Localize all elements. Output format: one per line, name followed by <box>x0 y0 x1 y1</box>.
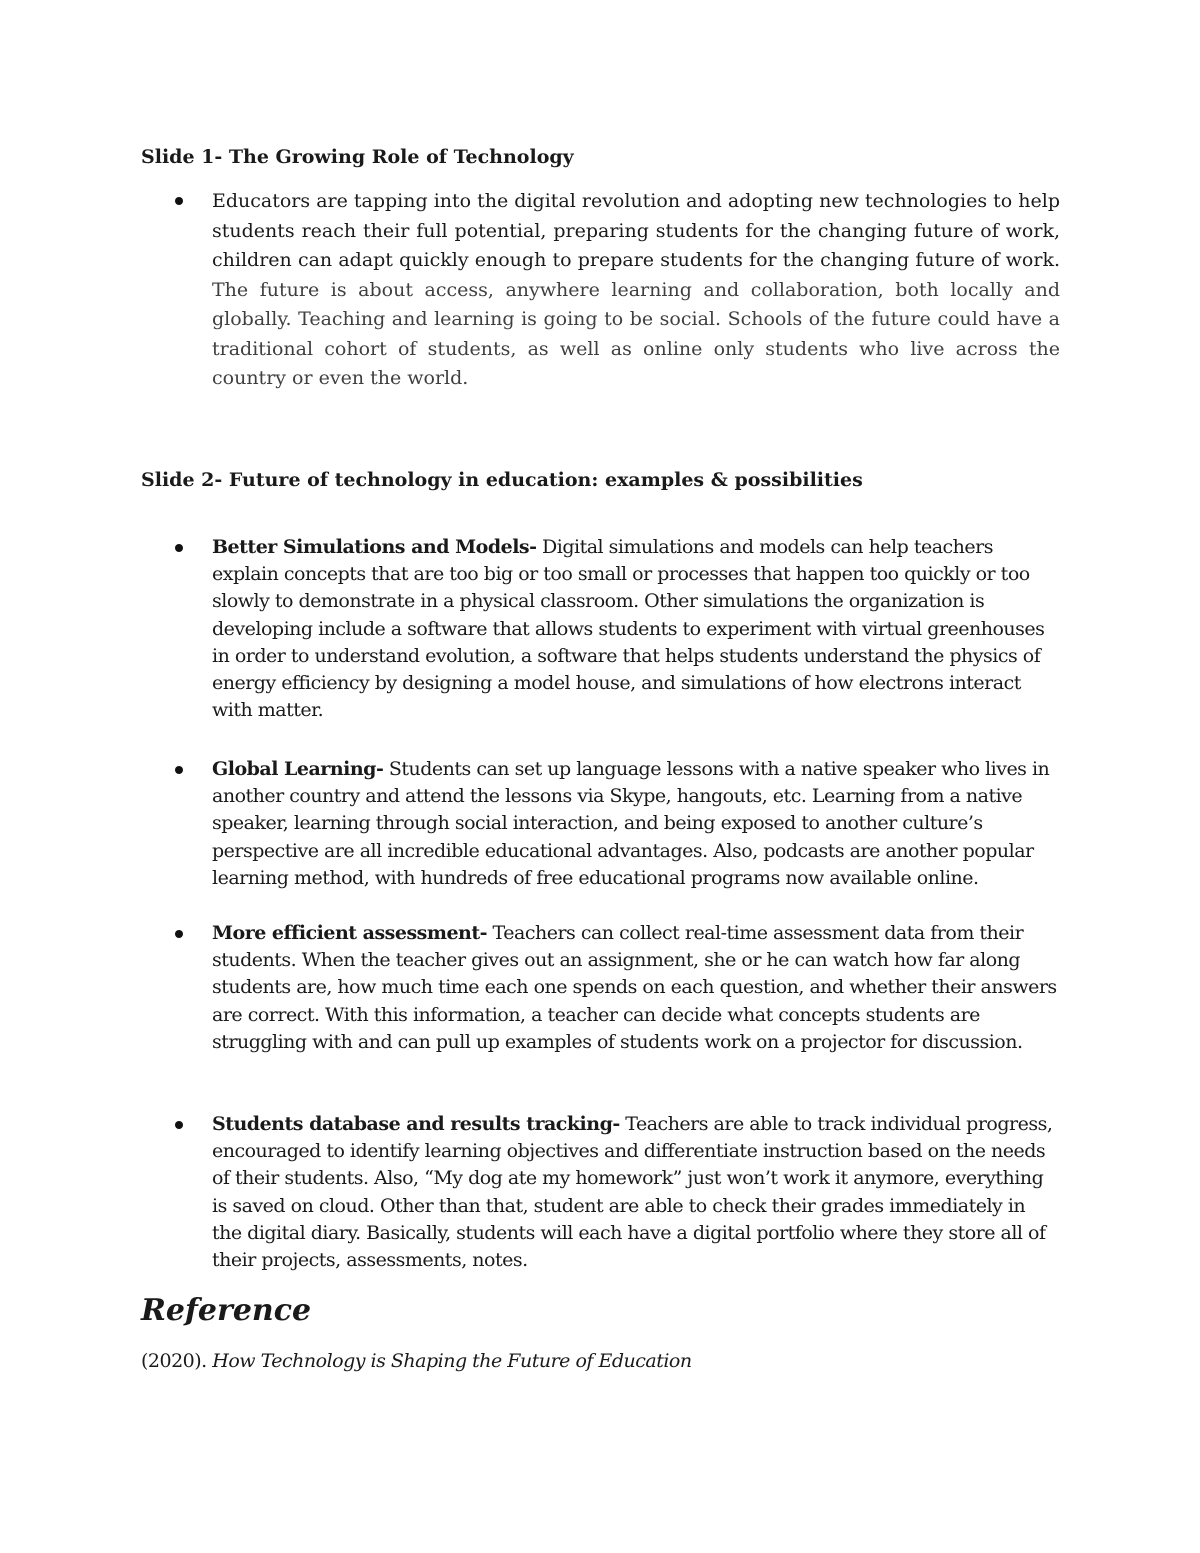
bullet-icon <box>175 1121 183 1129</box>
slide2-heading-title: Future of technology in education: examples & possibilities <box>228 469 863 491</box>
reference-year: (2020). <box>141 1350 213 1372</box>
bullet-text: Teachers are able to track individual progress, encouraged to identify learning objectives and differentiate instruction based on the needs of their students. Also, “My dog ate my homework” just won’t work it anymore, everything is saved on cloud. Other than that, student are able to check their grades immediately in the digital diary. Basically, students will each have a digital portfolio where they store all of their projects, assessments, notes. <box>212 1113 1053 1272</box>
bullet-text: Teachers can collect real-time assessment data from their students. When the teacher gives out an assignment, she or he can watch how far along students are, how much time each one spends on each question, and whether their answers are correct. With this information, a teacher can decide what concepts students are struggling with and can pull up examples of students work on a projector for discussion. <box>212 922 1057 1053</box>
bullet-icon <box>175 544 183 552</box>
bullet-text: Students can set up language lessons with a native speaker who lives in another country and attend the lessons via Skype, hangouts, etc. Learning from a native speaker, learning through social interaction, and being exposed to another culture’s perspective are all incredible educational advantages. Also, podcasts are another popular learning method, with hundreds of free educational programs now available online. <box>212 758 1050 889</box>
bullet-icon <box>175 197 183 205</box>
slide2-bullet-assessment <box>212 920 1060 1056</box>
bullet-lead: More efficient assessment- <box>212 922 488 944</box>
bullet-icon <box>175 766 183 774</box>
slide1-bullet-secondary-text: The future is about access, anywhere learning and collaboration, both locally and globally. Teaching and learning is going to be social. Schools of the future could have a traditional cohort of students, as well as online only students who live across the country or even the world. <box>212 278 1060 389</box>
reference-entry <box>141 1347 692 1375</box>
slide2-heading-prefix: Slide 2- <box>141 469 229 491</box>
slide2-bullet-global-learning <box>212 756 1060 892</box>
slide2-heading <box>141 467 863 493</box>
slide1-bullet <box>212 187 1060 394</box>
slide1-heading: Slide 1- The Growing Role of Technology <box>141 146 574 168</box>
bullet-lead: Global Learning- <box>212 758 384 780</box>
bullet-lead: Better Simulations and Models- <box>212 536 537 558</box>
bullet-text: Digital simulations and models can help teachers explain concepts that are too big or too small or processes that happen too quickly or too slowly to demonstrate in a physical classroom. Other simulations the organization is developing include a software that allows students to experiment with virtual greenhouses in order to understand evolution, a software that helps students understand the physics of energy efficiency by designing a model house, and simulations of how electrons interact with matter. <box>212 536 1045 722</box>
bullet-icon <box>175 930 183 938</box>
reference-heading: Reference <box>141 1293 312 1328</box>
bullet-lead: Students database and results tracking- <box>212 1113 620 1135</box>
slide2-bullet-simulations <box>212 534 1060 724</box>
slide1-bullet-main-text: Educators are tapping into the digital revolution and adopting new technologies to help students reach their full potential, preparing students for the changing future of work, children can adapt quickly enough to prepare students for the changing future of work. <box>212 190 1060 271</box>
reference-source-title: How Technology is Shaping the Future of Education <box>212 1350 692 1372</box>
slide2-bullet-tracking <box>212 1111 1060 1274</box>
